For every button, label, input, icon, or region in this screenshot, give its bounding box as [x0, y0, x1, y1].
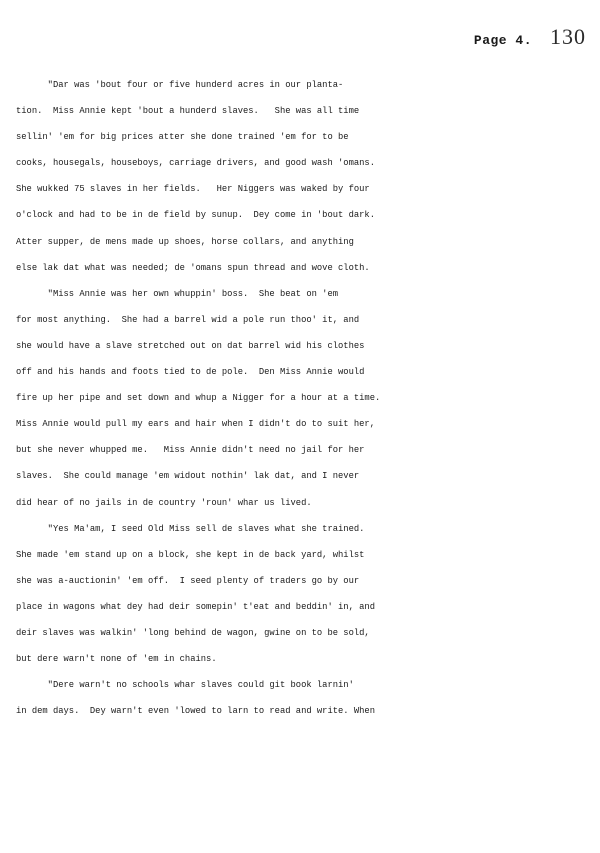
text-line: but dere warn't none of 'em in chains. [16, 654, 217, 665]
text-line: "Yes Ma'am, I seed Old Miss sell de slaves what she trained. [16, 523, 365, 534]
text-line: Atter supper, de mens made up shoes, horse collars, and anything [16, 236, 354, 247]
text-line: tion. Miss Annie kept 'bout a hunderd slaves. She was all time [16, 106, 360, 117]
text-line: Miss Annie would pull my ears and hair when I didn't do to suit her, [16, 419, 375, 430]
text-line: else lak dat what was needed; de 'omans spun thread and wove cloth. [16, 262, 370, 273]
text-line: o'clock and had to be in de field by sunup. Dey come in 'bout dark. [16, 210, 375, 221]
text-line: slaves. She could manage 'em widout nothin' lak dat, and I never [16, 471, 360, 482]
text-line: she would have a slave stretched out on dat barrel wid his clothes [16, 340, 365, 351]
text-line: off and his hands and foots tied to de pole. Den Miss Annie would [16, 367, 365, 378]
text-line: for most anything. She had a barrel wid a pole run thoo' it, and [16, 314, 360, 325]
text-line: "Dere warn't no schools whar slaves could git book larnin' [16, 680, 354, 691]
text-line: She made 'em stand up on a block, she kept in de back yard, whilst [16, 549, 365, 560]
page-label: Page 4. [473, 33, 532, 48]
text-line: did hear of no jails in de country 'roun' whar us lived. [16, 497, 312, 508]
text-line: but she never whupped me. Miss Annie didn't need no jail for her [16, 445, 365, 456]
text-line: fire up her pipe and set down and whup a Nigger for a hour at a time. [16, 393, 381, 404]
text-line: cooks, housegals, houseboys, carriage drivers, and good wash 'omans. [16, 158, 375, 169]
text-line: deir slaves was walkin' 'long behind de wagon, gwine on to be sold, [16, 627, 370, 638]
text-line: she was a-auctionin' 'em off. I seed plenty of traders go by our [16, 575, 360, 586]
typed-text-body [16, 72, 590, 724]
text-line: place in wagons what dey had deir somepin' t'eat and beddin' in, and [16, 601, 375, 612]
page-header [474, 24, 586, 50]
text-line: "Miss Annie was her own whuppin' boss. She beat on 'em [16, 288, 339, 299]
text-line: "Dar was 'bout four or five hunderd acres in our planta- [16, 80, 344, 90]
text-line: She wukked 75 slaves in her fields. Her Niggers was waked by four [16, 184, 370, 195]
text-line: in dem days. Dey warn't even 'lowed to larn to read and write. When [16, 706, 375, 717]
stamped-page-number: 130 [550, 24, 586, 49]
text-line: sellin' 'em for big prices atter she done trained 'em for to be [16, 132, 349, 143]
